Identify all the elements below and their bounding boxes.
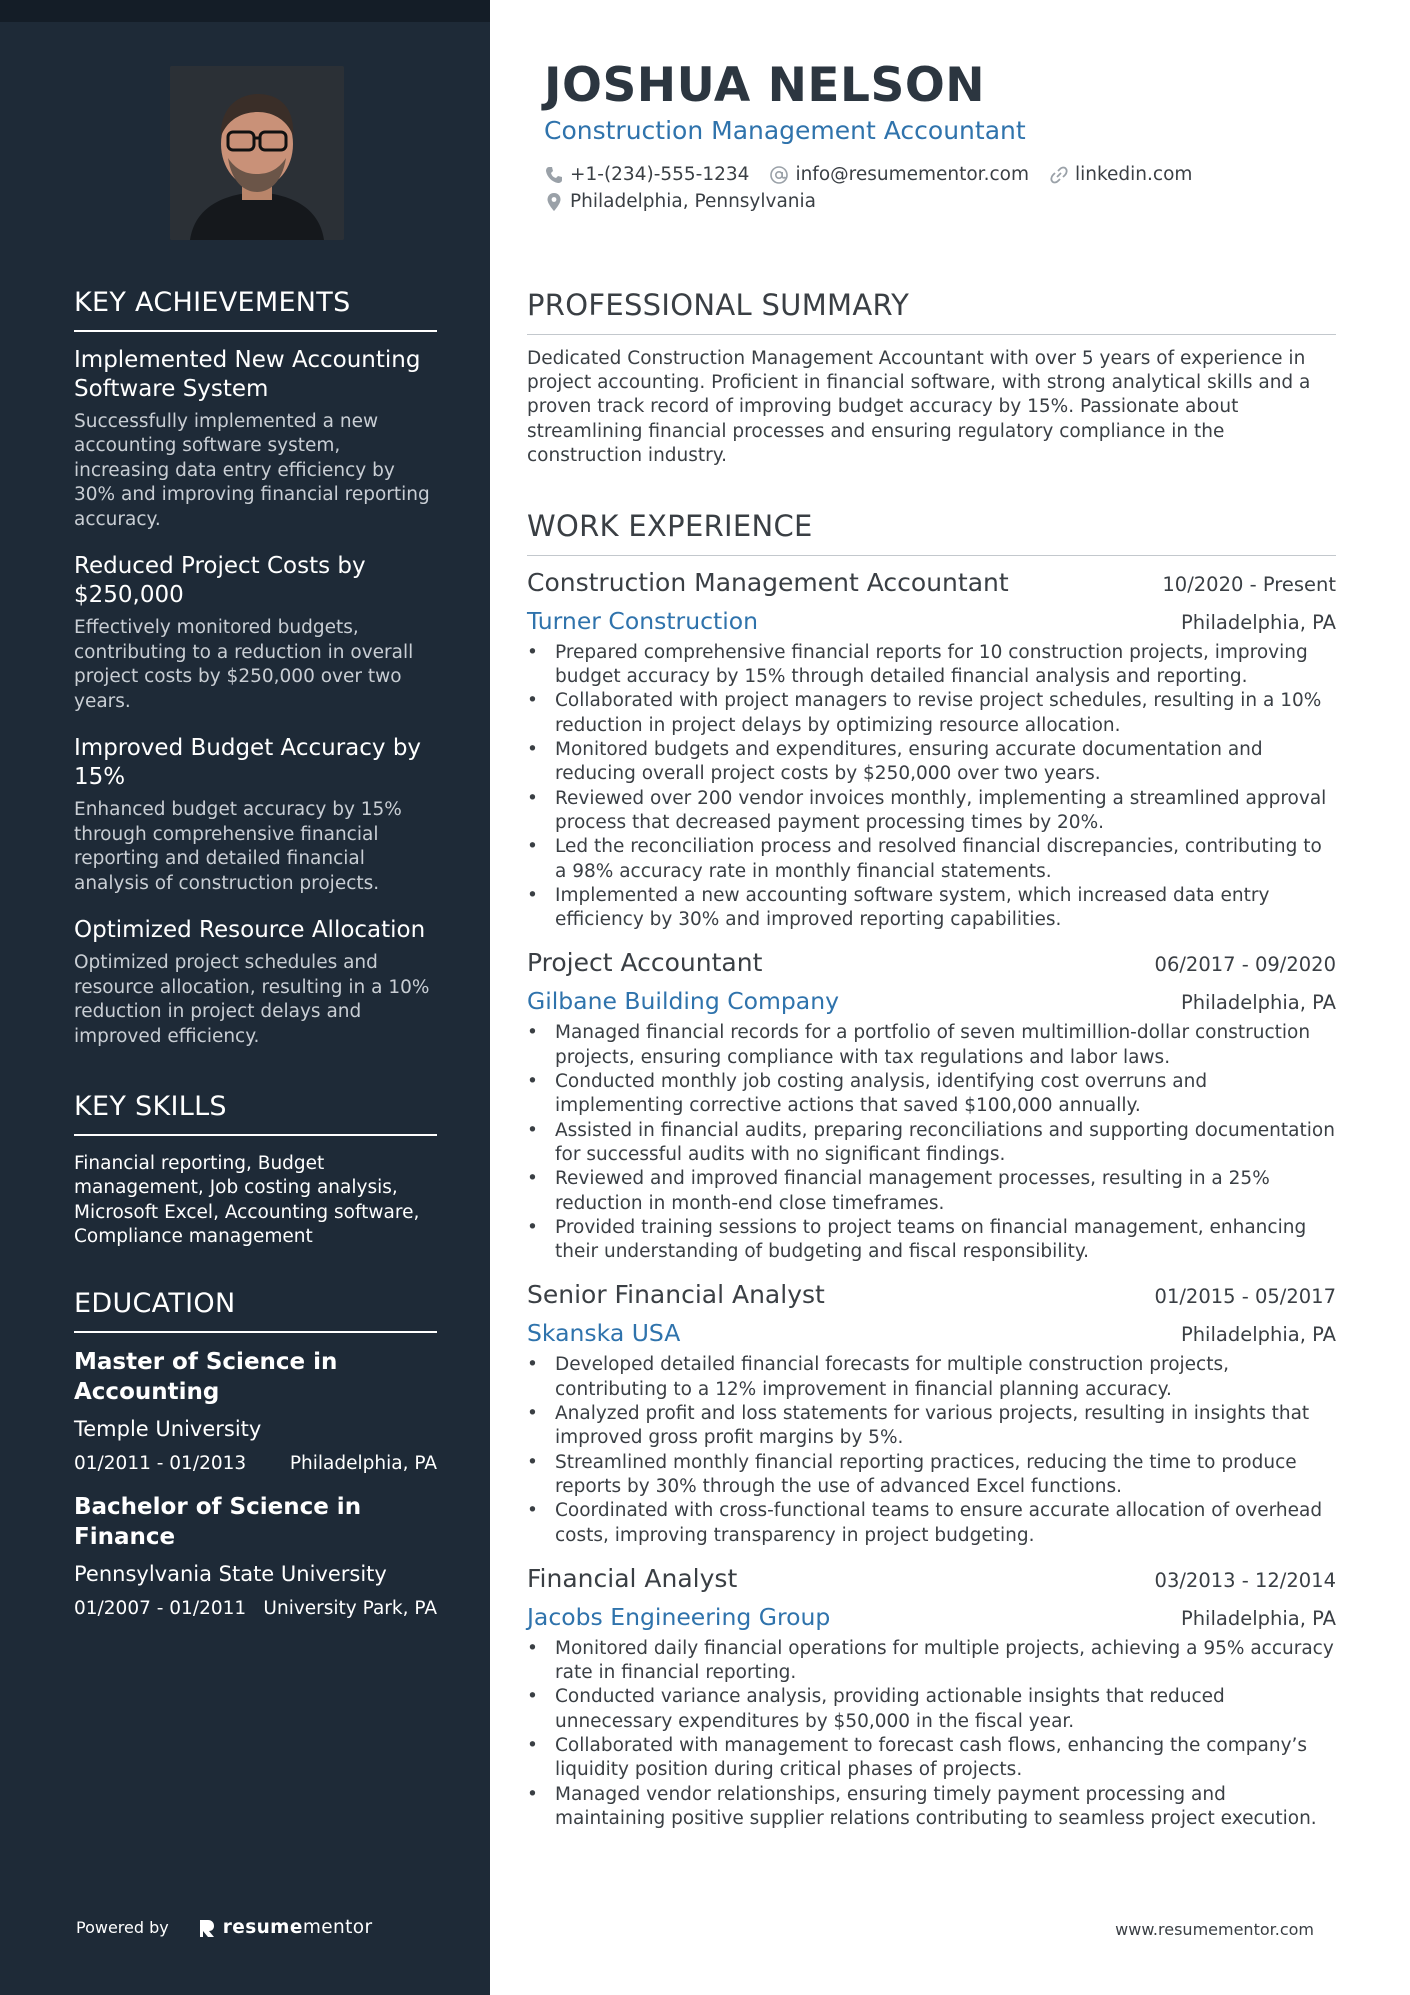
bullet-item: • Coordinated with cross-functional teams to ensure accurate allocation of overhead costs, improving transparency in project budgeting. xyxy=(527,1499,1336,1548)
education-heading: EDUCATION xyxy=(74,1289,437,1333)
job-header xyxy=(527,1564,1336,1593)
job-dates: 03/2013 - 12/2014 xyxy=(1154,1568,1336,1592)
company-row xyxy=(527,1603,1336,1631)
map-pin-icon xyxy=(544,192,564,212)
location-text: Philadelphia, Pennsylvania xyxy=(570,191,817,212)
bullet-item: • Assisted in financial audits, preparing reconciliations and supporting documentation for successful audits with no significant findings. xyxy=(527,1119,1336,1168)
professional-summary-heading: PROFESSIONAL SUMMARY xyxy=(527,290,1336,335)
resumementor-logo-icon xyxy=(197,1918,217,1938)
job-role: Project Accountant xyxy=(527,948,763,978)
job-location: Philadelphia, PA xyxy=(1180,1323,1336,1347)
education-dates: 01/2007 - 01/2011 xyxy=(74,1597,247,1619)
job-role: Senior Financial Analyst xyxy=(527,1280,825,1310)
job-role: Construction Management Accountant xyxy=(527,567,1009,597)
bullet-item: • Monitored daily financial operations for multiple projects, achieving a 95% accuracy rate in financial reporting. xyxy=(527,1637,1336,1686)
bullet-item: • Managed vendor relationships, ensuring timely payment processing and maintaining positive supplier relations contributing to seamless project execution. xyxy=(527,1783,1336,1832)
job-location: Philadelphia, PA xyxy=(1180,991,1336,1015)
footer-website[interactable]: www.resumementor.com xyxy=(1115,1920,1314,1939)
powered-by-label: Powered by xyxy=(76,1918,169,1937)
link-icon xyxy=(1049,165,1069,185)
job-header xyxy=(527,568,1336,597)
powered-by xyxy=(76,1917,373,1938)
contact-location xyxy=(544,191,816,212)
key-skills-heading: KEY SKILLS xyxy=(74,1092,437,1136)
achievement-item xyxy=(74,552,437,714)
skills-list: Financial reporting, Budget management, Job costing analysis, Microsoft Excel, Accounting software, Compliance management xyxy=(74,1152,420,1248)
company-row xyxy=(527,607,1336,635)
achievement-item xyxy=(74,734,437,896)
brand-name-bold: resume xyxy=(222,1917,303,1938)
education-dates: 01/2011 - 01/2013 xyxy=(74,1452,247,1474)
bullet-item: • Conducted monthly job costing analysis, identifying cost overruns and implementing corrective actions that saved $100,000 annually. xyxy=(527,1070,1336,1119)
brand-name-light: mentor xyxy=(302,1917,373,1938)
bullet-item: • Managed financial records for a portfolio of seven multimillion-dollar construction projects, ensuring compliance with tax regulations and labor laws. xyxy=(527,1021,1336,1070)
at-icon xyxy=(769,165,789,185)
job-entry xyxy=(527,948,1336,1264)
education-degree: Bachelor of Science in Finance xyxy=(74,1493,362,1550)
job-entry xyxy=(527,568,1336,933)
job-location: Philadelphia, PA xyxy=(1180,1606,1336,1630)
achievement-title: Improved Budget Accuracy by 15% xyxy=(74,735,422,791)
sidebar-top-bar xyxy=(0,0,490,22)
education-item xyxy=(74,1492,437,1619)
education-item xyxy=(74,1347,437,1474)
contact-email[interactable] xyxy=(769,164,1029,185)
achievement-description: Successfully implemented a new accounting software system, increasing data entry efficiency by 30% and improving financial reporting accuracy. xyxy=(74,410,430,530)
contact-phone[interactable] xyxy=(544,164,749,185)
contact-row-location xyxy=(544,191,816,212)
professional-summary-section xyxy=(527,290,1336,468)
bullet-item: • Reviewed over 200 vendor invoices monthly, implementing a streamlined approval process that decreased payment processing times by 20%. xyxy=(527,787,1336,836)
job-dates: 06/2017 - 09/2020 xyxy=(1154,953,1336,977)
job-company: Gilbane Building Company xyxy=(527,987,840,1016)
phone-icon xyxy=(544,165,564,185)
achievement-title: Implemented New Accounting Software System xyxy=(74,346,421,402)
bullet-item: • Prepared comprehensive financial reports for 10 construction projects, improving budget accuracy by 15% through detailed financial analysis and reporting. xyxy=(527,641,1336,690)
linkedin-text: linkedin.com xyxy=(1074,164,1193,185)
phone-text: +1-(234)-555-1234 xyxy=(570,164,750,185)
contact-row xyxy=(544,164,1192,185)
main-content xyxy=(490,0,1410,1995)
job-header xyxy=(527,1280,1336,1309)
candidate-title: Construction Management Accountant xyxy=(544,116,1026,145)
job-entry xyxy=(527,1564,1336,1831)
candidate-name: JOSHUA NELSON xyxy=(544,58,986,113)
achievement-description: Effectively monitored budgets, contributing to a reduction in overall project costs by $250,000 over two years. xyxy=(74,617,414,712)
bullet-item: • Led the reconciliation process and resolved financial discrepancies, contributing to a 98% accuracy rate in monthly financial statements. xyxy=(527,835,1336,884)
bullet-item: • Developed detailed financial forecasts for multiple construction projects, contributing to a 12% improvement in financial planning accuracy. xyxy=(527,1353,1336,1402)
bullet-item: • Collaborated with management to forecast cash flows, enhancing the company’s liquidity position during critical phases of projects. xyxy=(527,1734,1336,1783)
education-location: Philadelphia, PA xyxy=(289,1452,437,1474)
contact-linkedin[interactable] xyxy=(1049,164,1192,185)
bullet-item: • Reviewed and improved financial management processes, resulting in a 25% reduction in month-end close timeframes. xyxy=(527,1167,1336,1216)
brand-logo[interactable] xyxy=(197,1917,373,1938)
achievement-title: Reduced Project Costs by $250,000 xyxy=(74,553,366,609)
sidebar xyxy=(0,0,490,1995)
job-company: Jacobs Engineering Group xyxy=(527,1602,831,1631)
achievement-description: Enhanced budget accuracy by 15% through comprehensive financial reporting and detailed financial analysis of construction projects. xyxy=(74,799,402,894)
achievement-description: Optimized project schedules and resource allocation, resulting in a 10% reduction in project delays and improved efficiency. xyxy=(74,952,430,1047)
job-bullets xyxy=(527,641,1336,933)
job-company: Turner Construction xyxy=(527,606,759,635)
achievement-title: Optimized Resource Allocation xyxy=(74,917,426,944)
education-location: University Park, PA xyxy=(263,1597,437,1619)
education-degree: Master of Science in Accounting xyxy=(74,1348,338,1405)
bullet-item: • Analyzed profit and loss statements for various projects, resulting in insights that improved gross profit margins by 5%. xyxy=(527,1402,1336,1451)
bullet-item: • Implemented a new accounting software system, which increased data entry efficiency by 30% and improved reporting capabilities. xyxy=(527,884,1336,933)
job-bullets xyxy=(527,1353,1336,1547)
achievement-item xyxy=(74,916,437,1049)
summary-text: Dedicated Construction Management Accountant with over 5 years of experience in project accounting. Proficient in financial software, with strong analytical skills and a proven track record of improving budget accuracy by 15%. Passionate about streamlining financial processes and ensuring regulatory compliance in the construction industry. xyxy=(527,347,1311,467)
education-meta xyxy=(74,1598,437,1619)
job-role: Financial Analyst xyxy=(527,1563,738,1593)
job-dates: 10/2020 - Present xyxy=(1162,572,1336,596)
job-header xyxy=(527,948,1336,977)
education-school: Pennsylvania State University xyxy=(74,1561,387,1586)
bullet-item: • Conducted variance analysis, providing actionable insights that reduced unnecessary expenditures by $50,000 in the fiscal year. xyxy=(527,1685,1336,1734)
key-skills-section xyxy=(74,1092,437,1250)
bullet-item: • Monitored budgets and expenditures, ensuring accurate documentation and reducing overall project costs by $250,000 over two years. xyxy=(527,738,1336,787)
profile-photo xyxy=(170,66,344,240)
job-bullets xyxy=(527,1021,1336,1264)
job-location: Philadelphia, PA xyxy=(1180,610,1336,634)
job-dates: 01/2015 - 05/2017 xyxy=(1154,1285,1336,1309)
achievement-item xyxy=(74,346,437,533)
job-entry xyxy=(527,1280,1336,1547)
key-achievements-heading: KEY ACHIEVEMENTS xyxy=(74,288,437,332)
company-row xyxy=(527,987,1336,1015)
company-row xyxy=(527,1319,1336,1347)
job-company: Skanska USA xyxy=(527,1319,681,1348)
education-meta xyxy=(74,1453,437,1474)
job-bullets xyxy=(527,1637,1336,1831)
education-section xyxy=(74,1289,437,1619)
bullet-item: • Collaborated with project managers to revise project schedules, resulting in a 10% reduction in project delays by optimizing resource allocation. xyxy=(527,689,1336,738)
work-experience-section xyxy=(527,511,1336,1831)
education-school: Temple University xyxy=(74,1416,262,1441)
bullet-item: • Streamlined monthly financial reporting practices, reducing the time to produce reports by 30% through the use of advanced Excel functions. xyxy=(527,1451,1336,1500)
bullet-item: • Provided training sessions to project teams on financial management, enhancing their understanding of budgeting and fiscal responsibility. xyxy=(527,1216,1336,1265)
key-achievements-section xyxy=(74,288,437,1049)
work-experience-heading: WORK EXPERIENCE xyxy=(527,511,1336,556)
email-text: info@resumementor.com xyxy=(795,164,1029,185)
